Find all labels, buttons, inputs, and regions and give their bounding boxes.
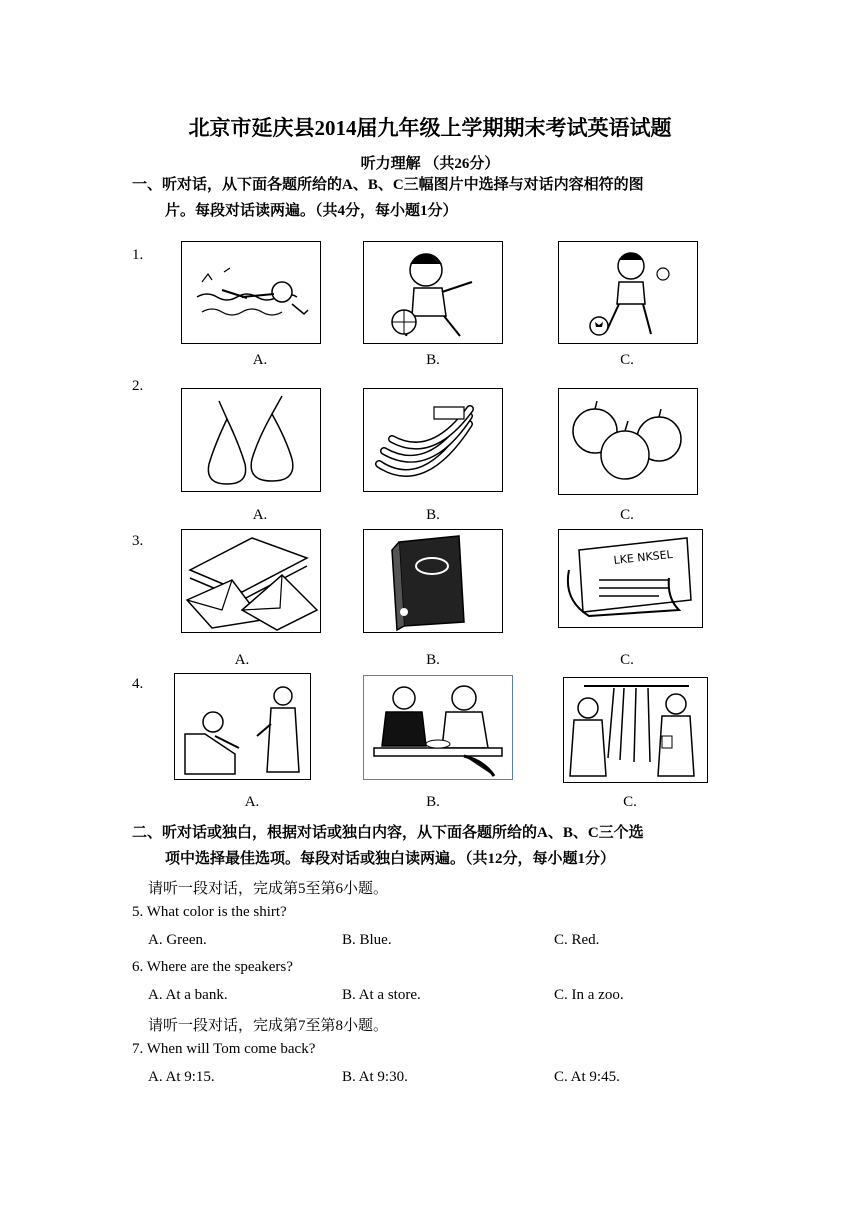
option-4b-label: B. <box>426 794 440 810</box>
instruction-q5-q6: 请听一段对话，完成第5至第6小题。 <box>148 881 389 897</box>
picture-2a[interactable] <box>181 388 321 492</box>
section2-line1: 二、听对话或独白，根据对话或独白内容，从下面各题所给的A、B、C三个选 <box>132 825 644 841</box>
question-1-number: 1. <box>132 247 144 263</box>
question-5: 5. What color is the shirt? <box>132 904 287 920</box>
swimming-person-icon <box>182 242 320 343</box>
picture-3b[interactable] <box>363 529 503 633</box>
section1-line2: 片。每段对话读两遍。（共4分，每小题1分） <box>165 203 458 219</box>
section-subtitle: 听力理解 （共26分） <box>360 156 500 172</box>
option-3c-label: C. <box>620 652 634 668</box>
question-2-number: 2. <box>132 378 144 394</box>
q7-option-b[interactable]: B. At 9:30. <box>342 1069 408 1085</box>
picture-3c[interactable] <box>558 529 703 628</box>
section2-instructions <box>132 820 644 872</box>
q6-option-b[interactable]: B. At a store. <box>342 987 421 1003</box>
option-2c-label: C. <box>620 507 634 523</box>
q5-option-a[interactable]: A. Green. <box>148 932 207 948</box>
option-2a-label: A. <box>252 507 268 523</box>
picture-1b[interactable] <box>363 241 503 344</box>
section1-instructions <box>132 172 644 224</box>
q5-option-c[interactable]: C. Red. <box>554 932 600 948</box>
instruction-q7-q8: 请听一段对话，完成第7至第8小题。 <box>148 1018 389 1034</box>
newspapers-icon <box>559 530 702 627</box>
option-4a-label: A. <box>244 794 260 810</box>
book-icon <box>364 530 502 632</box>
picture-2b[interactable] <box>363 388 503 492</box>
option-3b-label: B. <box>426 652 440 668</box>
option-1a-label: A. <box>252 352 268 368</box>
section1-line1: 一、听对话，从下面各题所给的A、B、C三幅图片中选择与对话内容相符的图 <box>132 177 644 193</box>
option-1c-label: C. <box>620 352 634 368</box>
picture-2c[interactable] <box>558 388 698 495</box>
option-1b-label: B. <box>426 352 440 368</box>
q6-option-c[interactable]: C. In a zoo. <box>554 987 624 1003</box>
option-4c-label: C. <box>623 794 637 810</box>
picture-1a[interactable] <box>181 241 321 344</box>
q7-option-c[interactable]: C. At 9:45. <box>554 1069 620 1085</box>
apples-icon <box>559 389 697 494</box>
option-3a-label: A. <box>234 652 250 668</box>
question-4-number: 4. <box>132 676 144 692</box>
shop-assistant-and-customer-icon <box>564 678 707 782</box>
picture-1c[interactable] <box>558 241 698 344</box>
page-title: 北京市延庆县2014届九年级上学期期末考试英语试题 <box>188 116 672 140</box>
two-pears-icon <box>182 389 320 491</box>
picture-3a[interactable] <box>181 529 321 633</box>
svg-text:LKE NKSEL: LKE NKSEL <box>612 547 674 567</box>
picture-4c[interactable] <box>563 677 708 783</box>
envelopes-icon <box>182 530 320 632</box>
bananas-icon <box>364 389 502 491</box>
boy-kicking-soccer-ball-icon <box>559 242 697 343</box>
q5-option-b[interactable]: B. Blue. <box>342 932 392 948</box>
question-6: 6. Where are the speakers? <box>132 959 293 975</box>
picture-4a[interactable] <box>174 673 311 780</box>
option-2b-label: B. <box>426 507 440 523</box>
question-7: 7. When will Tom come back? <box>132 1041 316 1057</box>
people-at-restaurant-icon <box>364 676 512 779</box>
section2-line2: 项中选择最佳选项。每段对话或独白读两遍。（共12分，每小题1分） <box>165 851 616 867</box>
boy-playing-basketball-icon <box>364 242 502 343</box>
doctor-and-patient-icon <box>175 674 310 779</box>
question-3-number: 3. <box>132 533 144 549</box>
q7-option-a[interactable]: A. At 9:15. <box>148 1069 215 1085</box>
picture-4b[interactable] <box>363 675 513 780</box>
q6-option-a[interactable]: A. At a bank. <box>148 987 228 1003</box>
